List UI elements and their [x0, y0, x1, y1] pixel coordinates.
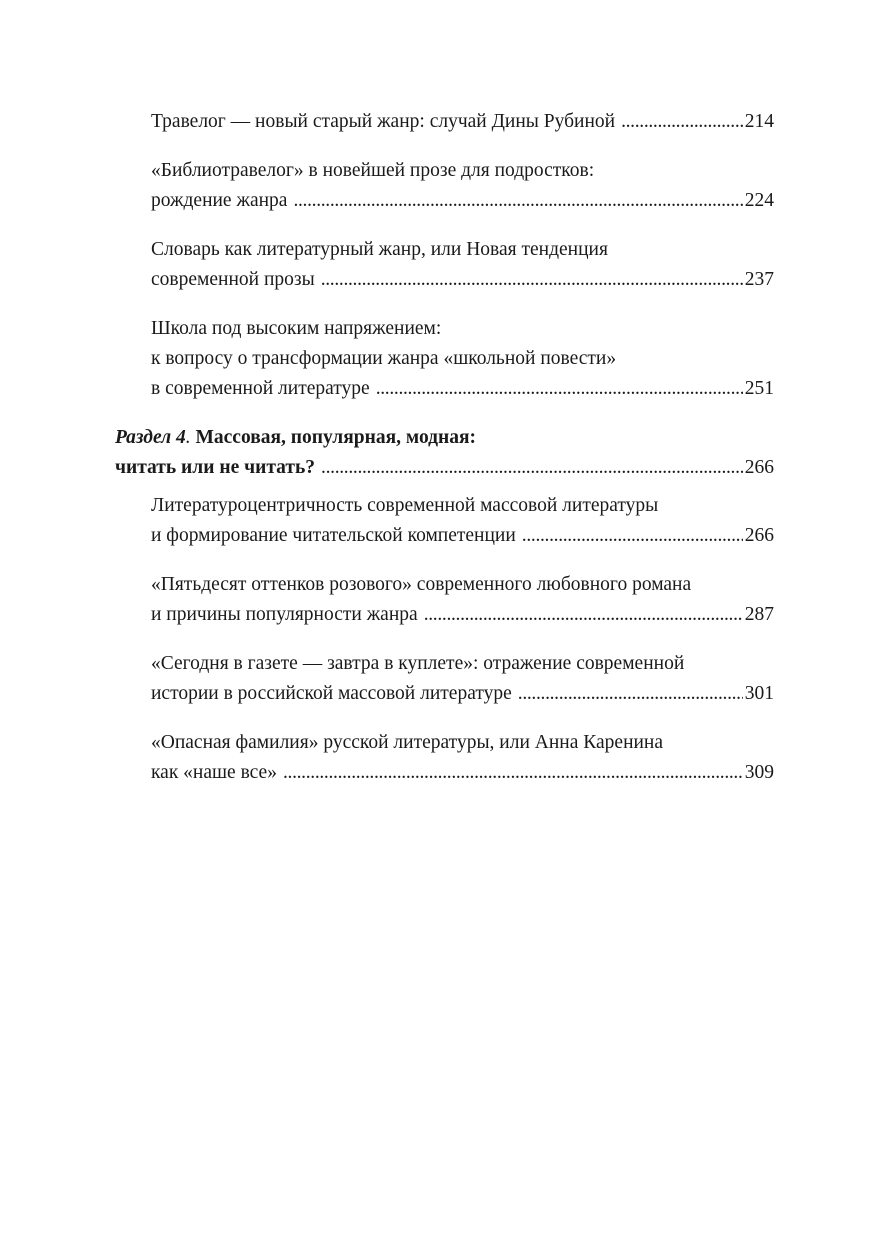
table-of-contents [0, 107, 875, 807]
toc-entry[interactable] [151, 156, 774, 216]
dot-leader [424, 600, 743, 630]
toc-entry-title-line: Школа под высоким напряжением: [151, 318, 442, 339]
toc-entry-last-line [151, 374, 774, 404]
dot-leader [321, 265, 743, 295]
toc-entry-last-line [151, 107, 774, 137]
section-title-continued: читать или не читать? [115, 457, 316, 478]
toc-entry[interactable] [151, 314, 774, 404]
dot-leader [321, 453, 743, 483]
section-heading-first-line: Раздел 4. Массовая, популярная, модная: [115, 427, 477, 448]
toc-entry-title: современной прозы [151, 269, 315, 290]
toc-entry-title: истории в российской массовой литературе [151, 683, 512, 704]
dot-leader [522, 521, 743, 551]
toc-entry[interactable] [151, 235, 774, 295]
toc-entry-title: как «наше все» [151, 762, 277, 783]
toc-entry[interactable] [151, 570, 774, 630]
toc-entry-title-line: Литературоцентричность современной массовой литературы [151, 495, 659, 516]
toc-entry-last-line [151, 758, 774, 788]
page-number: 251 [744, 378, 774, 399]
dot-leader [518, 679, 743, 709]
toc-entry-title-line: к вопросу о трансформации жанра «школьной повести» [151, 348, 617, 369]
page-number: 266 [744, 457, 774, 478]
toc-entry[interactable] [151, 728, 774, 788]
page-number: 224 [744, 190, 774, 211]
page-number: 214 [744, 111, 774, 132]
toc-entry[interactable] [151, 491, 774, 551]
toc-entry-title: в современной литературе [151, 378, 370, 399]
toc-entry-last-line [151, 679, 774, 709]
toc-entry-title: и причины популярности жанра [151, 604, 418, 625]
toc-entry-title-line: «Опасная фамилия» русской литературы, или Анна Каренина [151, 732, 664, 753]
dot-leader [376, 374, 743, 404]
toc-entry[interactable] [151, 649, 774, 709]
toc-entry[interactable] [151, 107, 774, 137]
toc-entry-last-line [151, 600, 774, 630]
section-heading-last-line [115, 453, 774, 483]
section-title: Массовая, популярная, модная: [195, 427, 477, 448]
toc-entry-last-line [151, 521, 774, 551]
toc-entry-title-line: Словарь как литературный жанр, или Новая тенденция [151, 239, 608, 260]
dot-leader [621, 107, 743, 137]
page-number: 237 [744, 269, 774, 290]
page-number: 309 [744, 762, 774, 783]
toc-entry-title: и формирование читательской компетенции [151, 525, 516, 546]
section-label: Раздел 4 [115, 427, 186, 448]
toc-entry-title-line: «Библиотравелог» в новейшей прозе для подростков: [151, 160, 595, 181]
toc-entry-title-line: «Сегодня в газете — завтра в куплете»: отражение современной [151, 653, 685, 674]
dot-leader [283, 758, 743, 788]
page-number: 266 [744, 525, 774, 546]
toc-entry-last-line [151, 265, 774, 295]
toc-entry-last-line [151, 186, 774, 216]
dot-leader [293, 186, 742, 216]
page-number: 287 [744, 604, 774, 625]
toc-entry-title: рождение жанра [151, 190, 288, 211]
toc-entry-title-line: «Пятьдесят оттенков розового» современного любовного романа [151, 574, 692, 595]
page-number: 301 [744, 683, 774, 704]
toc-section-heading[interactable] [115, 423, 774, 483]
toc-entry-title: Травелог — новый старый жанр: случай Дины Рубиной [151, 111, 616, 132]
